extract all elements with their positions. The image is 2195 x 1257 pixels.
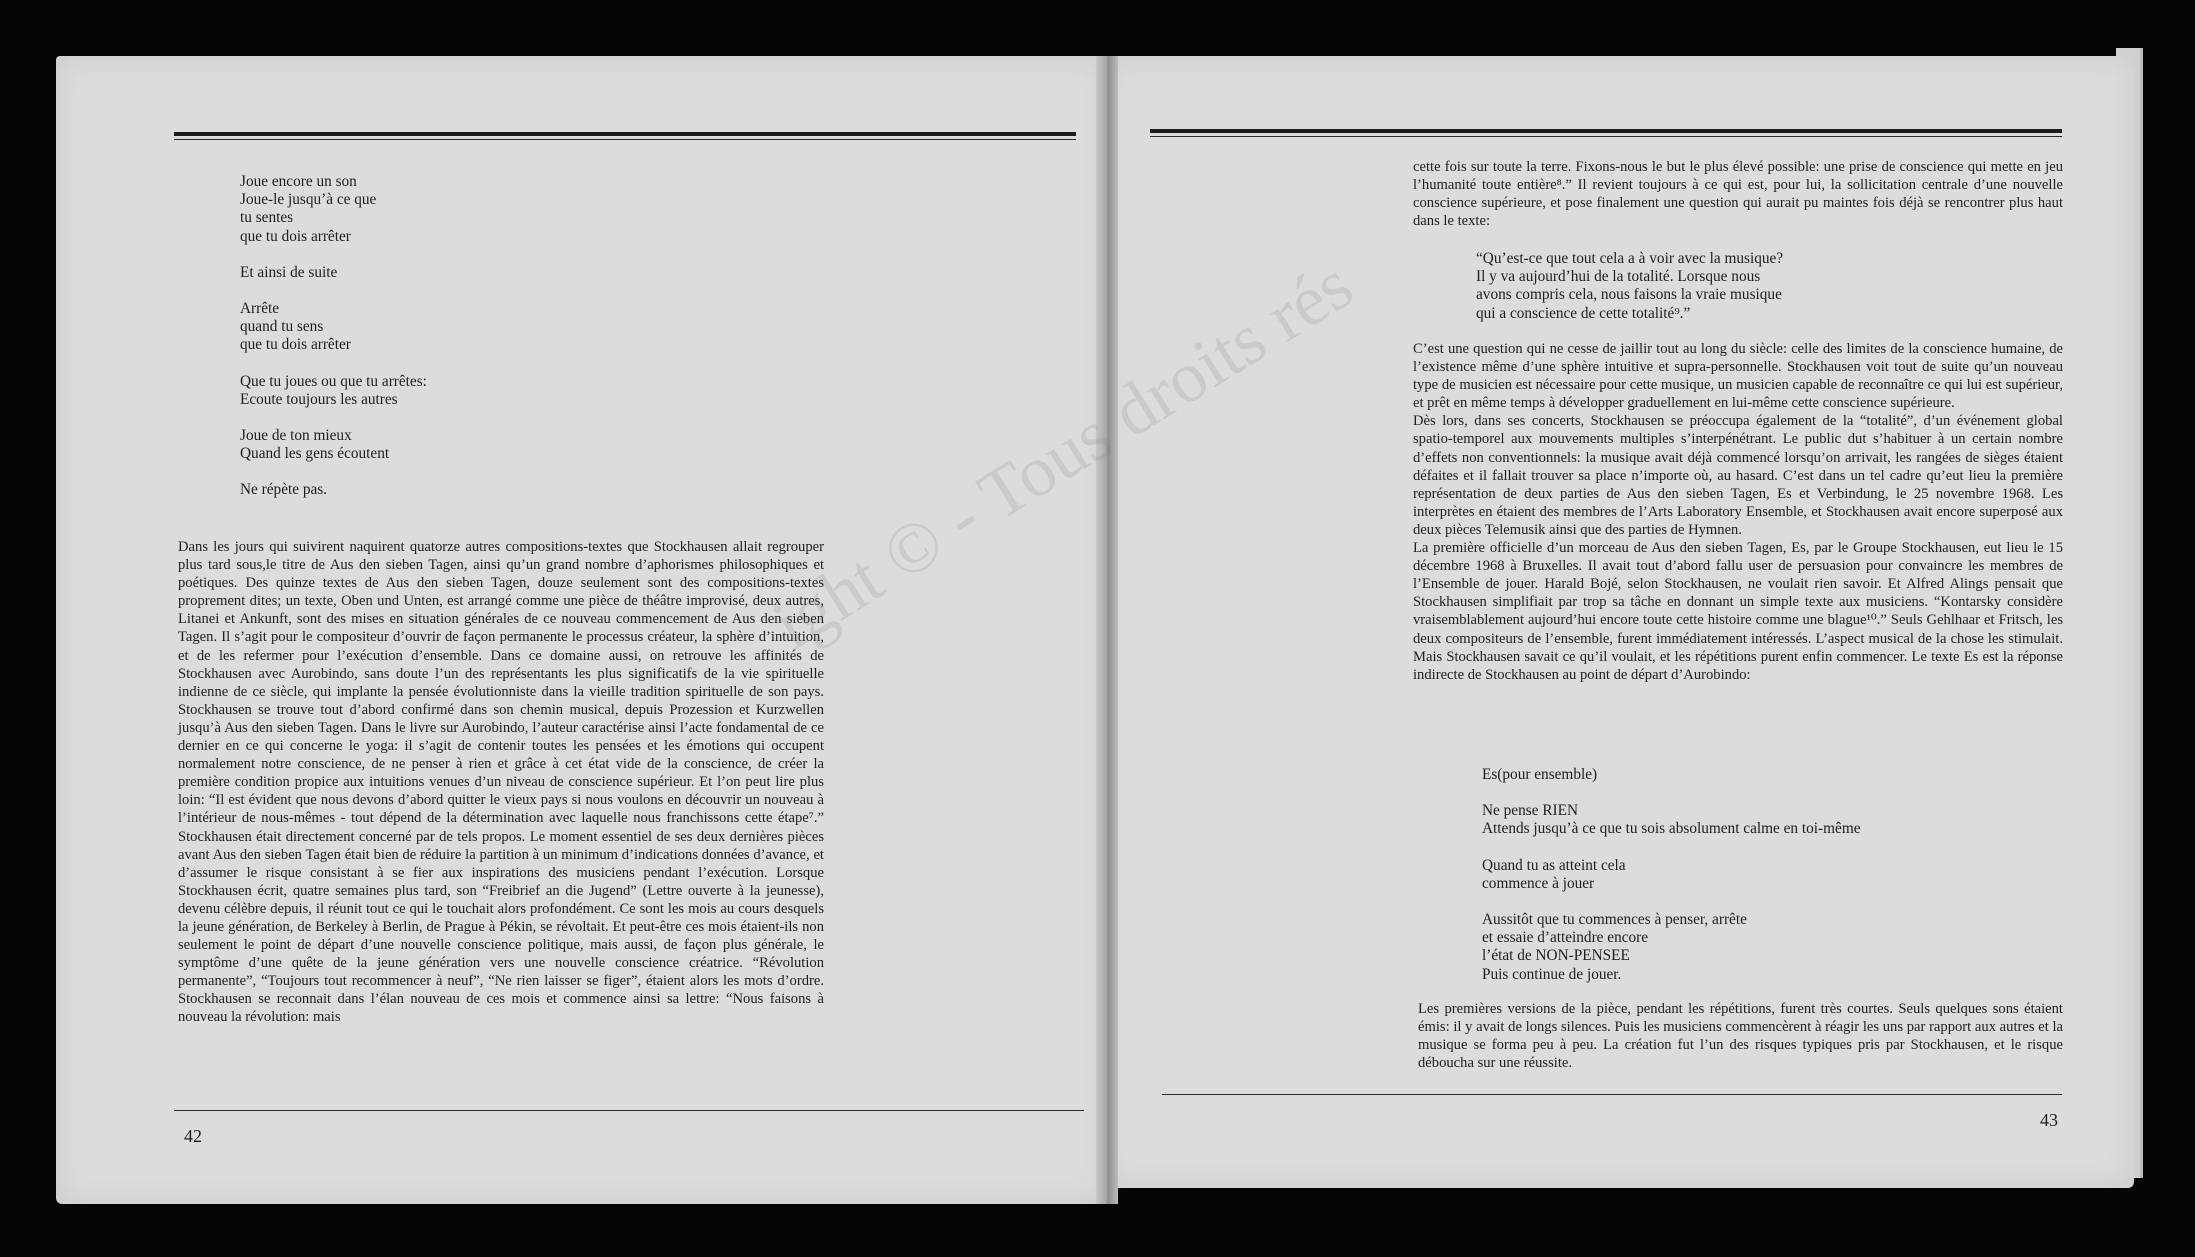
top-rule-right — [1150, 129, 2062, 133]
poem-stanza: Que tu joues ou que tu arrêtes: Ecoute toujours les autres — [240, 372, 427, 408]
right-intro — [1413, 158, 2063, 230]
page-number-left: 42 — [184, 1126, 202, 1146]
book-gutter — [1096, 56, 1118, 1204]
es-stanza: Es(pour ensemble) — [1482, 766, 1598, 783]
left-paragraph: Dans les jours qui suivirent naquirent quatorze autres compositions-textes que Stockhausen allait regrouper plus tard sous,le titre de Aus den sieben Tagen, ainsi qu’un grand nombre d’aphorismes philosophiques et poétiques. Des quinze textes de Aus den sieben Tagen, douze seulement sont des compositions-textes proprement dites; un texte, Oben und Unten, est arrangé comme une pièce de théâtre improvisé, deux autres, Litanei et Ankunft, sont des mises en situation générales de ce nouveau commencement de Aus den sieben Tagen. Il s’agit pour le compositeur d’ouvrir de façon permanente le processus créateur, la sphère d’intuition, et de les refermer pour l’exécution d’ensemble. Dans ce domaine aussi, on retrouve les affinités de Stockhausen avec Aurobindo, sans doute l’un des représentants les plus significatifs de la vie spirituelle indienne de ce siècle, qui implante la pensée évolutionniste dans la vieille tradition spirituelle de son pays. Stockhausen se trouve tout d’abord confirmé dans son chemin musical, depuis Prozession et Kurzwellen jusqu’à Aus den sieben Tagen. Dans le livre sur Aurobindo, l’auteur caractérise ainsi l’acte fondamental de ce dernier en ce qui concerne le yoga: il s’agit de contenir toutes les pensées et les émotions qui occupent normalement notre conscience, de ne penser à rien et grâce à cet état vide de la conscience, de créer la première condition propice aux intuitions venues d’un niveau de conscience supérieur. Et l’on peut lire plus loin: “Il est évident que nous devons d’abord quitter le vieux pays si nous voulons en découvrir un nouveau à l’intérieur de nous-mêmes - tout dépend de la détermination avec laquelle nous franchissons cette étape⁷.” Stockhausen était directement concerné par de tels propos. Le moment essentiel de ses deux dernières pièces avant Aus den sieben Tagen était bien de réduire la partition à un minimum d’indications données d’avance, et d’assumer le risque consistant à se fier aux inspirations des musiciens pendant l’exécution. Lorsque Stockhausen écrit, quatre semaines plus tard, son “Freibrief an die Jugend” (Lettre ouverte à la jeunesse), devenu célèbre depuis, il réunit tout ce qui le touchait alors profondément. Ce sont les mois au cours desquels la jeune génération, de Berkeley à Berlin, de Prague à Pékin, se révoltait. Et peut-être ces mois étaient-ils non seulement le point de départ d’une nouvelle conscience politique, mais aussi, de façon plus générale, le symptôme d’une quête de la jeune génération vers une nouvelle conscience créatrice. “Révolution permanente”, “Toujours tout recommencer à neuf”, “Ne rien laisser se figer”, étaient alors les mots d’ordre. Stockhausen se reconnait dans l’élan nouveau de ces mois et commence ainsi sa lettre: “Nous faisons à nouveau la révolution: mais — [178, 539, 824, 1026]
poem-stanza: Et ainsi de suite — [240, 263, 338, 281]
poem-stanza: Arrête quand tu sens que tu dois arrêter — [240, 300, 351, 354]
top-rule-right-thin — [1150, 136, 2062, 137]
poem-stanza: Ne répète pas. — [240, 481, 328, 499]
page-number-right: 43 — [2040, 1110, 2058, 1130]
paragraph-3: La première officielle d’un morceau de Aus den sieben Tagen, Es, par le Groupe Stockhausen, eut lieu le 15 décembre 1968 à Bruxelles. Il avait tout d’abord fallu user de persuasion pour convaincre les membres de l’Ensemble de jouer. Harald Bojé, selon Stockhausen, ne voulait rien savoir. Et Alfred Alings pensait que Stockhausen simplifiait par trop sa tâche en donnant un simple texte aux musiciens. “Kontarsky considère vraisemblablement aujourd’hui encore toute cette histoire comme une blague¹⁰.” Seuls Gehlhaar et Fritsch, les deux compositeurs de l’ensemble, furent immédiatement intéressés. L’aspect musical de la chose les stimulait. Mais Stockhausen savait ce qu’il voulait, et les répétitions purent enfin commencer. Le texte Es est la réponse indirecte de Stockhausen au point de départ d’Aurobindo: — [1413, 540, 2063, 683]
right-closing — [1418, 1000, 2063, 1072]
es-poem — [1482, 766, 2042, 1002]
paragraph-1: C’est une question qui ne cesse de jaillir tout au long du siècle: celle des limites de la conscience humaine, de l’existence même d’une sphère intuitive et supra-personnelle. Stockhausen voit tout de suite qu’un nouveau type de musicien est nécessaire pour cette musique, un musicien capable de reconnaître ce qui lui est supérieur, et prêt en même temps à développer graduellement en lui-même cette conscience supérieure. — [1413, 341, 2063, 412]
paragraph-2: Dès lors, dans ses concerts, Stockhausen se préoccupa également de la “totalité”, d’un événement global spatio-temporel aux mouvements multiples s’interpénétrant. Le public dut s’habituer à un certain nombre d’effets non conventionnels: la musique avait déjà commencé lorsqu’on arrivait, les rangées de sièges étaient défaites et il fallait trouver sa place n’importe où, au hasard. C’est dans un tel cadre qu’eut lieu la première représentation de deux parties de Aus den sieben Tagen, Es et Verbindung, le 25 novembre 1968. Les interprètes en étaient des membres de l’Arts Laboratory Ensemble, et Stockhausen avait encore superposé aux deux pièces Telemusik ainsi que des parties de Hymnen. — [1413, 413, 2063, 538]
closing-paragraph: Les premières versions de la pièce, pendant les répétitions, furent très courtes. Seuls quelques sons étaient émis: il y avait de longs silences. Puis les musiciens commencèrent à réagir les uns par rapport aux autres et la musique se forma peu à peu. La création fut l’un des risques typiques pris par Stockhausen, et le risque déboucha sur une réussite. — [1418, 1001, 2063, 1072]
poem-left — [240, 173, 800, 518]
quote-text: “Qu’est-ce que tout cela a à voir avec la musique? Il y va aujourd’hui de la totalité. Lorsque nous avons compris cela, nous faisons la vraie musique qui a conscience de cette totalité⁹.” — [1476, 250, 1784, 322]
poem-stanza: Joue encore un son Joue-le jusqu’à ce que tu sentes que tu dois arrêter — [240, 173, 377, 245]
es-stanza: Aussitôt que tu commences à penser, arrête et essaie d’atteindre encore l’état de NON-PENSEE Puis continue de jouer. — [1482, 911, 1747, 983]
left-body — [178, 538, 824, 1027]
poem-stanza: Joue de ton mieux Quand les gens écoutent — [240, 427, 390, 463]
quote-block — [1476, 250, 1996, 323]
es-stanza: Ne pense RIEN Attends jusqu’à ce que tu sois absolument calme en toi-même — [1482, 802, 1861, 838]
top-rule-left-thin — [174, 139, 1076, 140]
top-rule-left — [174, 132, 1076, 136]
right-body — [1413, 340, 2063, 684]
es-stanza: Quand tu as atteint cela commence à jouer — [1482, 856, 1626, 892]
intro-paragraph: cette fois sur toute la terre. Fixons-nous le but le plus élevé possible: une prise de conscience qui mette en jeu l’humanité toute entière⁸.” Il revient toujours à ce qui est, pour lui, la sollicitation centrale d’une nouvelle conscience supérieure, et pose finalement une question qui aurait pu maintes fois déjà se rencontrer plus haut dans le texte: — [1413, 159, 2063, 230]
bottom-rule-left — [174, 1110, 1084, 1111]
bottom-rule-right — [1162, 1094, 2062, 1095]
